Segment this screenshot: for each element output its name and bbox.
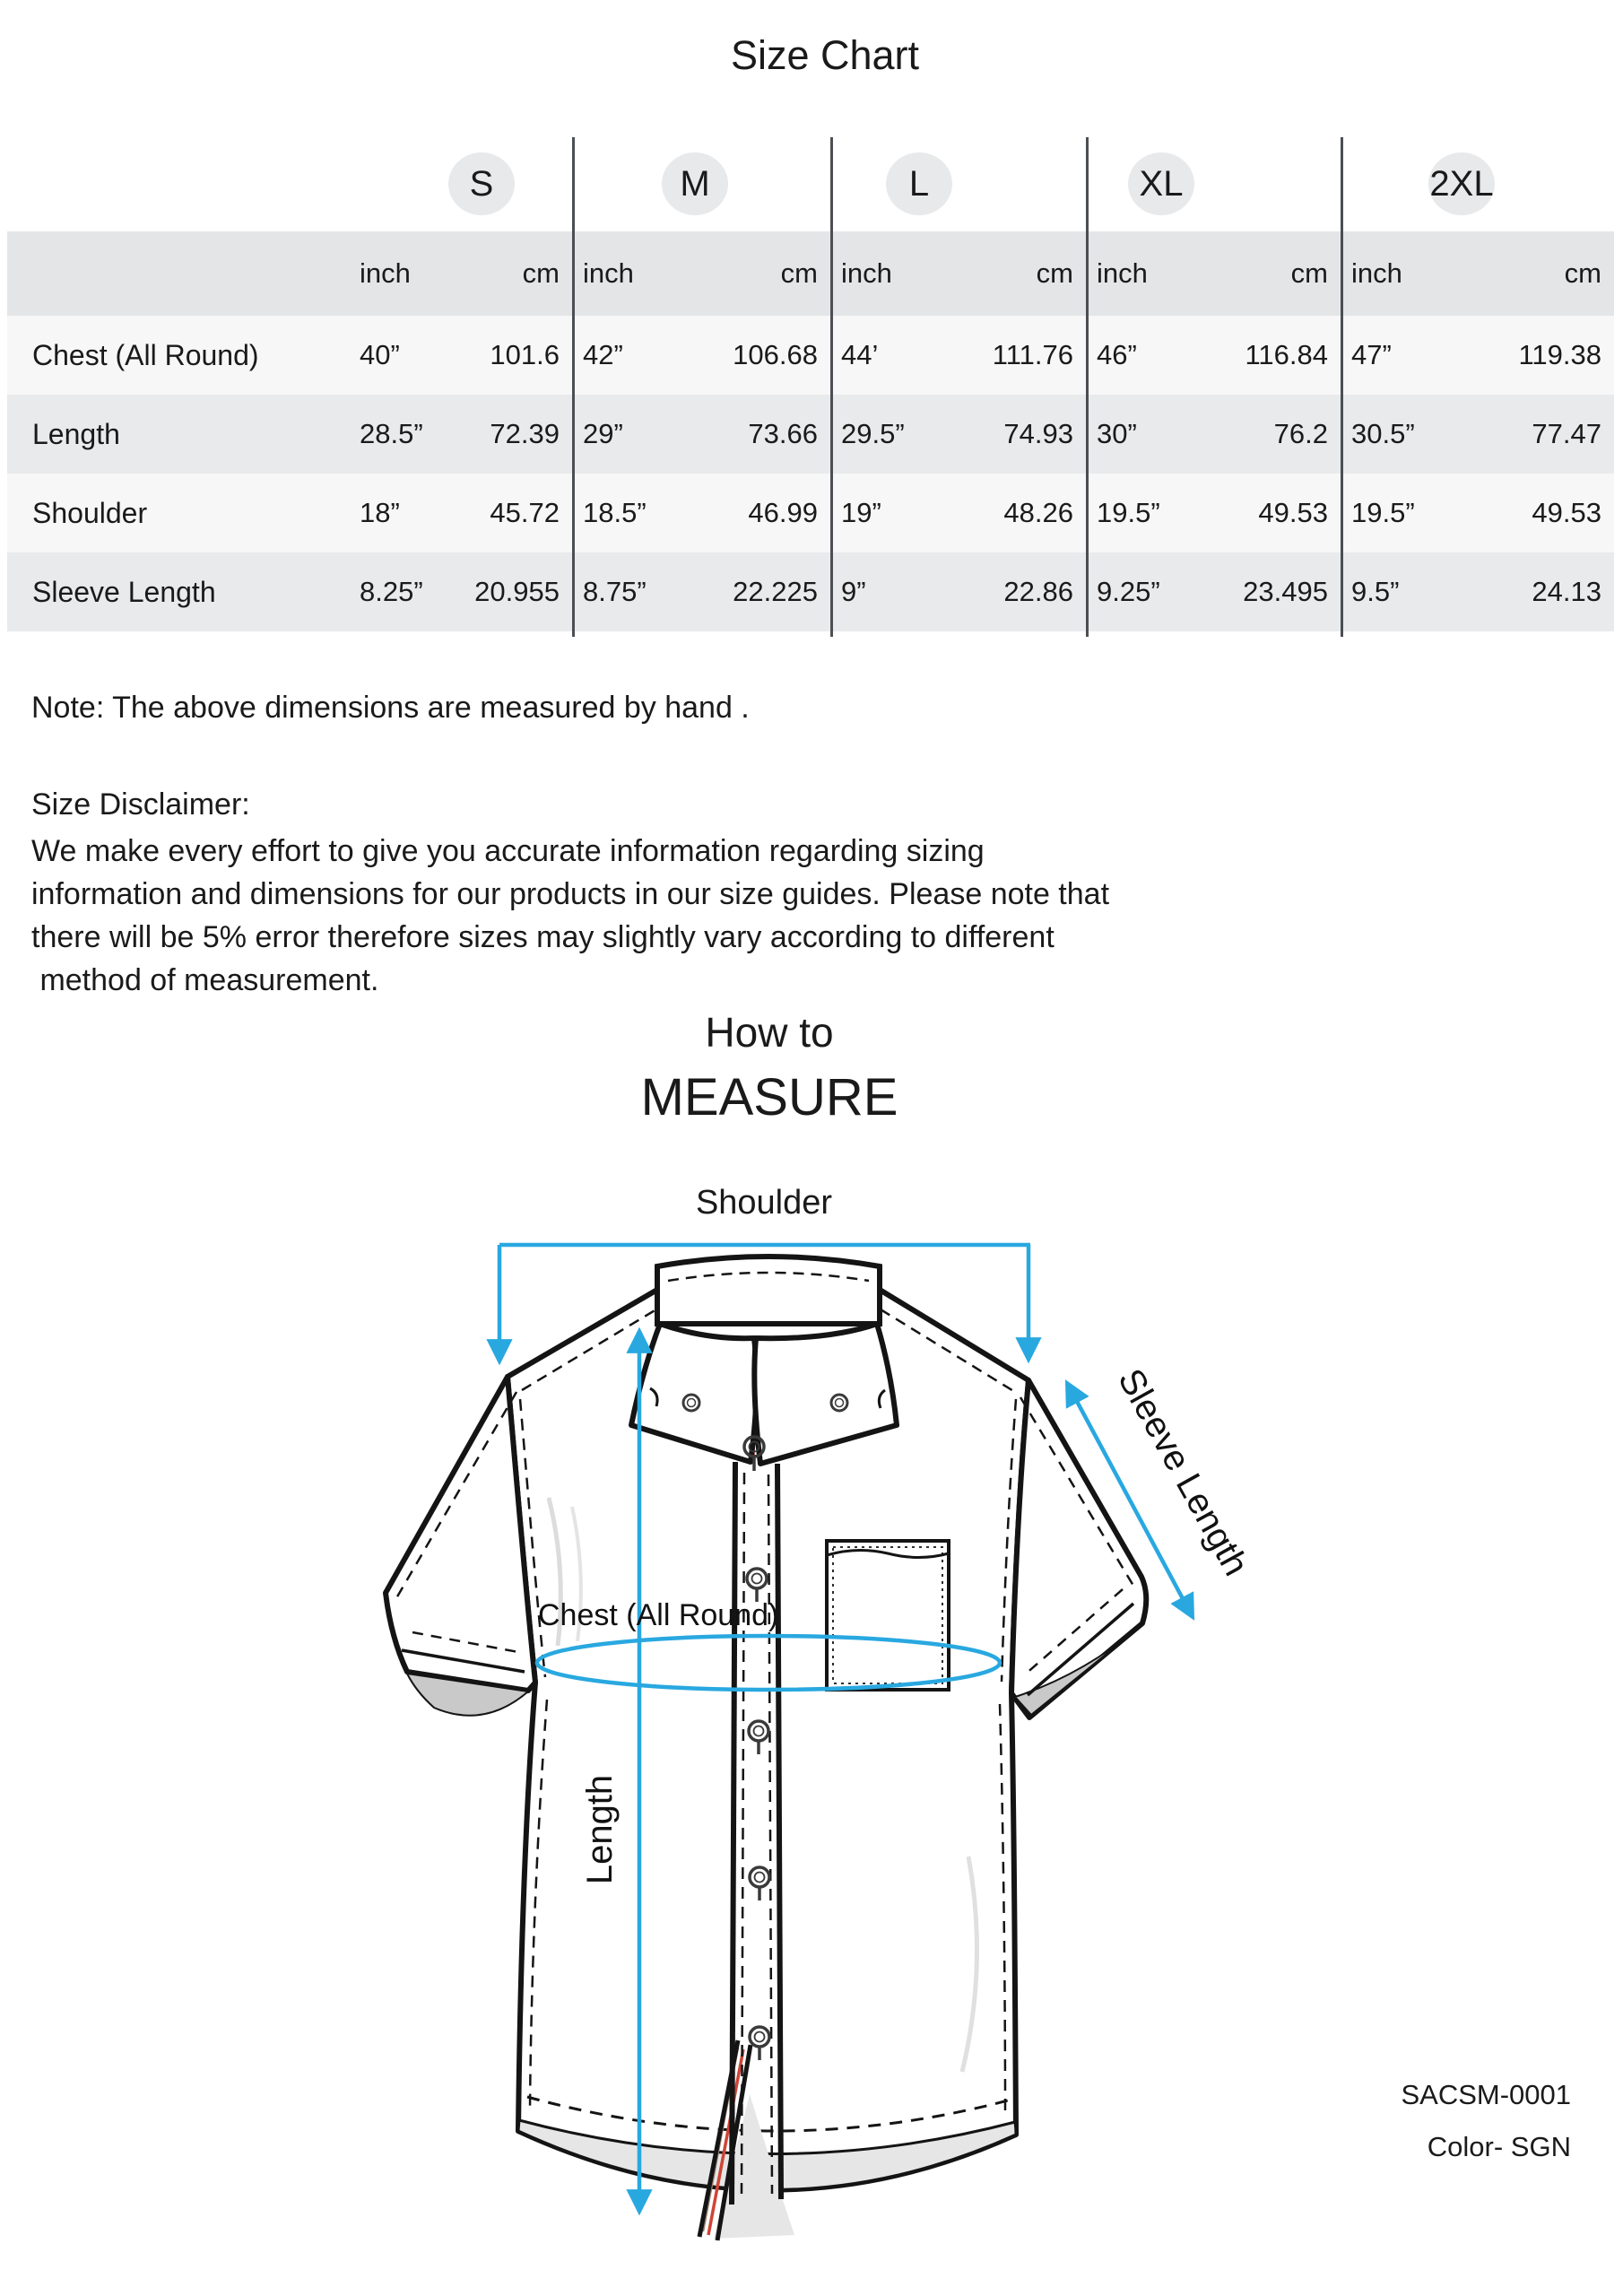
value-inch: 9.5”	[1351, 576, 1400, 607]
size-badge-m	[662, 152, 728, 215]
table-row	[7, 395, 1614, 474]
value-inch: 44’	[841, 339, 879, 370]
value-inch: 46”	[1097, 339, 1137, 370]
value-inch: 29”	[583, 418, 623, 449]
value-cm: 119.38	[1518, 339, 1601, 370]
unit-header-inch: inch	[583, 257, 634, 289]
value-cm: 22.86	[1003, 576, 1073, 607]
size-badge-2xl	[1428, 152, 1495, 215]
sku-code: SACSM-0001	[1401, 2079, 1571, 2110]
size-badge-s	[448, 152, 515, 215]
table-divider	[572, 137, 575, 637]
value-inch: 8.25”	[360, 576, 423, 607]
value-inch: 28.5”	[360, 418, 423, 449]
value-cm: 73.66	[748, 418, 818, 449]
howto-title-line1: How to	[705, 1009, 834, 1056]
row-label: Sleeve Length	[32, 575, 216, 608]
value-cm: 49.53	[1258, 497, 1328, 528]
value-inch: 29.5”	[841, 418, 905, 449]
table-divider	[1086, 137, 1089, 637]
value-inch: 9”	[841, 576, 866, 607]
value-inch: 47”	[1351, 339, 1392, 370]
value-cm: 101.6	[490, 339, 560, 370]
chest-pocket	[827, 1541, 949, 1690]
disclaimer-line: We make every effort to give you accurate information regarding sizing	[31, 834, 985, 868]
value-cm: 116.84	[1245, 339, 1328, 370]
value-inch: 42”	[583, 339, 623, 370]
placket-edge	[777, 1464, 781, 2199]
size-label: S	[469, 163, 494, 204]
unit-header-cm: cm	[1036, 257, 1073, 289]
unit-header-inch: inch	[1097, 257, 1148, 289]
size-label: XL	[1139, 163, 1184, 204]
table-row	[7, 316, 1614, 395]
row-label: Length	[32, 417, 120, 450]
value-cm: 46.99	[748, 497, 818, 528]
page-title: Size Chart	[730, 32, 920, 78]
table-header-row	[7, 231, 1614, 316]
unit-header-cm: cm	[522, 257, 560, 289]
value-cm: 106.68	[733, 339, 818, 370]
table-row	[7, 552, 1614, 631]
table-divider	[830, 137, 833, 637]
value-cm: 76.2	[1273, 418, 1328, 449]
value-inch: 18”	[360, 497, 400, 528]
disclaimer-heading: Size Disclaimer:	[31, 787, 250, 822]
sleeve-length-measure-label: Sleeve Length	[1110, 1362, 1256, 1583]
sleeve-right	[1011, 1380, 1146, 1718]
size-badge-l	[886, 152, 952, 215]
value-cm: 23.495	[1243, 576, 1328, 607]
value-cm: 77.47	[1532, 418, 1601, 449]
value-inch: 30”	[1097, 418, 1137, 449]
value-cm: 48.26	[1003, 497, 1073, 528]
value-inch: 19.5”	[1351, 497, 1415, 528]
value-cm: 72.39	[490, 418, 560, 449]
disclaimer-line: there will be 5% error therefore sizes may slightly vary according to different	[31, 920, 1055, 954]
value-inch: 9.25”	[1097, 576, 1160, 607]
value-cm: 45.72	[490, 497, 560, 528]
unit-header-inch: inch	[360, 257, 411, 289]
value-cm: 22.225	[733, 576, 818, 607]
value-cm: 24.13	[1532, 576, 1601, 607]
disclaimer-line: information and dimensions for our products in our size guides. Please note that	[31, 877, 1110, 911]
placket-edge	[732, 1462, 735, 2205]
shirt-measure-diagram	[341, 1238, 1417, 2296]
value-inch: 40”	[360, 339, 400, 370]
value-inch: 30.5”	[1351, 418, 1415, 449]
unit-header-cm: cm	[1564, 257, 1601, 289]
value-cm: 111.76	[992, 339, 1073, 370]
row-label: Chest (All Round)	[32, 338, 259, 371]
unit-header-cm: cm	[1290, 257, 1328, 289]
value-inch: 8.75”	[583, 576, 647, 607]
unit-header-inch: inch	[1351, 257, 1402, 289]
howto-title-line2: MEASURE	[640, 1068, 898, 1126]
size-badge-xl	[1128, 152, 1194, 215]
value-inch: 19.5”	[1097, 497, 1160, 528]
value-cm: 49.53	[1532, 497, 1601, 528]
unit-header-cm: cm	[780, 257, 818, 289]
value-cm: 20.955	[474, 576, 560, 607]
shoulder-measure-label: Shoulder	[695, 1184, 833, 1222]
disclaimer-line: method of measurement.	[31, 963, 379, 997]
size-label: M	[680, 163, 710, 204]
row-label: Shoulder	[32, 496, 148, 529]
table-row	[7, 474, 1614, 552]
measure-note: Note: The above dimensions are measured by hand .	[31, 691, 750, 725]
length-measure-label: Length	[580, 1774, 620, 1885]
color-code: Color- SGN	[1427, 2131, 1571, 2162]
value-inch: 18.5”	[583, 497, 647, 528]
unit-header-inch: inch	[841, 257, 892, 289]
sleeve-left	[386, 1377, 535, 1691]
size-label: L	[908, 163, 930, 204]
value-inch: 19”	[841, 497, 881, 528]
table-divider	[1341, 137, 1343, 637]
chest-measure-label: Chest (All Round)	[538, 1598, 779, 1632]
size-label: 2XL	[1429, 163, 1494, 204]
value-cm: 74.93	[1003, 418, 1073, 449]
